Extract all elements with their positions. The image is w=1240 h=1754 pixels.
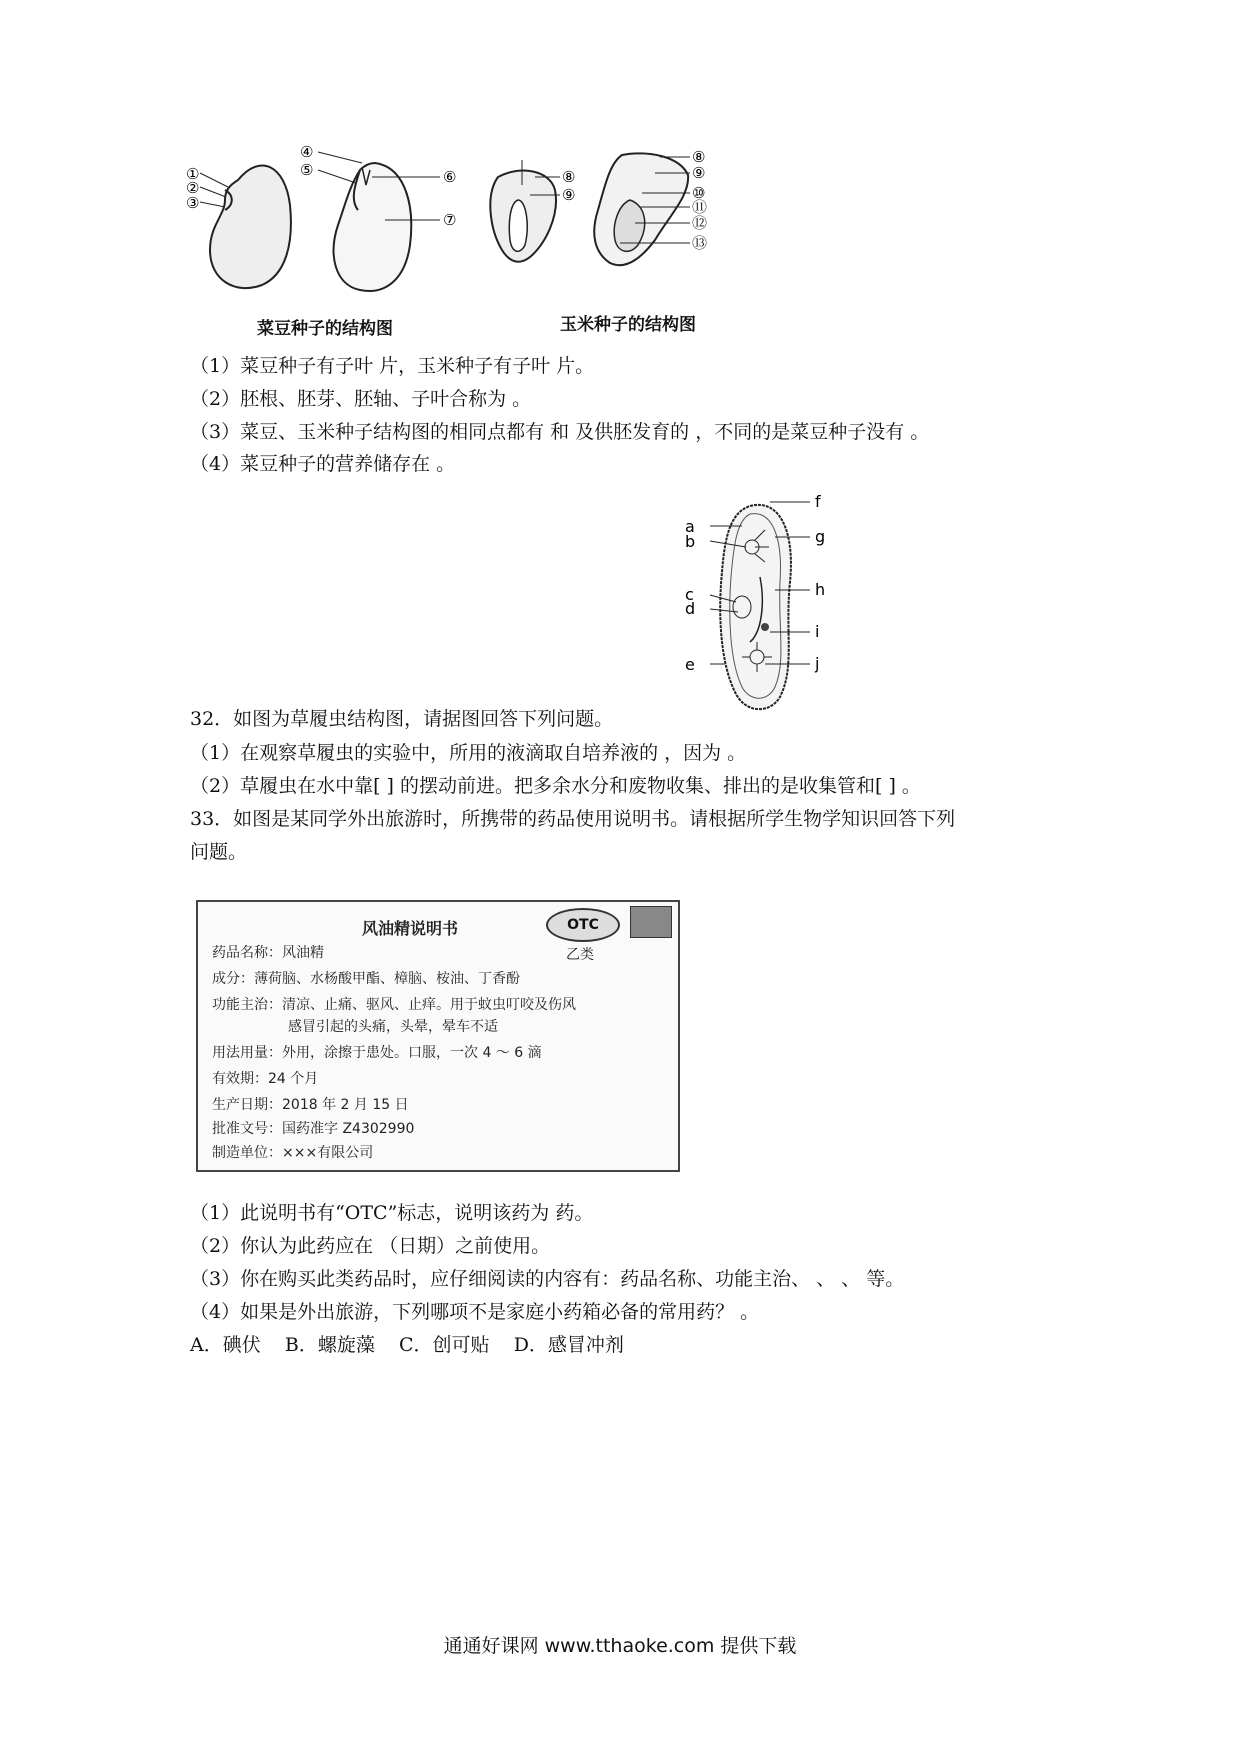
label-11: ⑪	[692, 198, 708, 216]
label-4: ④	[300, 143, 314, 161]
card-row-3: 功能主治：清凉、止痛、驱风、止痒。用于蚊虫叮咬及伤风	[212, 997, 576, 1013]
bean-caption: 菜豆种子的结构图	[257, 319, 393, 339]
card-title: 风油精说明书	[362, 919, 459, 938]
seed-structure-figure	[186, 143, 830, 335]
q32-item-2: （2）草履虫在水中靠[ ] 的摆动前进。把多余水分和废物收集、排出的是收集管和[ ] 。	[190, 775, 921, 797]
corn-caption: 玉米种子的结构图	[560, 315, 696, 335]
bean-seed-side-view	[186, 165, 291, 288]
q31-item-3: （3）菜豆、玉米种子结构图的相同点都有 和 及供胚发育的 ，不同的是菜豆种子没有 。	[190, 421, 930, 443]
label-5: ⑤	[300, 161, 314, 179]
label-g: g	[815, 527, 826, 546]
label-b: b	[685, 532, 696, 551]
label-2: ②	[186, 179, 200, 197]
label-c: c	[685, 585, 694, 604]
q33-title-line2: 问题。	[190, 841, 248, 863]
label-j: j	[815, 654, 820, 673]
otc-badge: OTC	[546, 908, 620, 942]
card-row-1: 药品名称：风油精	[212, 945, 324, 961]
bean-seed-opened-view	[300, 143, 456, 291]
q33-options: A．碘伏 B．螺旋藻 C．创可贴 D．感冒冲剂	[190, 1334, 624, 1356]
card-row-8: 批准文号：国药准字 Z4302990	[212, 1121, 415, 1137]
card-row-5: 用法用量：外用，涂擦于患处。口服，一次 4 ～ 6 滴	[212, 1045, 542, 1061]
card-row-7: 生产日期：2018 年 2 月 15 日	[212, 1097, 409, 1113]
label-8b: ⑧	[692, 148, 706, 166]
footer-source: 通通好课网 www.tthaoke.com 提供下载	[443, 1635, 797, 1657]
label-8a: ⑧	[562, 168, 576, 186]
q33-item-1: （1）此说明书有“OTC”标志，说明该药为 药。	[190, 1202, 594, 1224]
paramecium-figure	[680, 492, 850, 722]
label-12: ⑫	[692, 214, 708, 232]
label-f: f	[815, 492, 821, 511]
label-h: h	[815, 580, 826, 599]
label-3: ③	[186, 194, 200, 212]
card-row-4: 感冒引起的头痛，头晕，晕车不适	[288, 1019, 498, 1035]
q31-item-4: （4）菜豆种子的营养储存在 。	[190, 453, 456, 475]
label-i: i	[815, 622, 820, 641]
q31-item-1: （1）菜豆种子有子叶 片，玉米种子有子叶 片。	[190, 355, 595, 377]
stamp-logo	[630, 906, 672, 938]
label-6: ⑥	[443, 168, 457, 186]
label-7: ⑦	[443, 211, 457, 229]
card-row-2: 成分：薄荷脑、水杨酸甲酯、樟脑、桉油、丁香酚	[212, 971, 520, 987]
corn-seed-front-view	[490, 160, 575, 262]
label-1: ①	[186, 165, 200, 183]
q33-item-2: （2）你认为此药应在 （日期）之前使用。	[190, 1235, 551, 1257]
label-e: e	[685, 655, 695, 674]
q33-item-4: （4）如果是外出旅游，下列哪项不是家庭小药箱必备的常用药？ 。	[190, 1301, 760, 1323]
card-category: 乙类	[566, 947, 594, 963]
corn-seed-section-view	[594, 148, 707, 265]
label-d: d	[685, 599, 696, 618]
q32-title: 32．如图为草履虫结构图，请据图回答下列问题。	[190, 708, 614, 730]
label-13: ⑬	[692, 234, 708, 252]
q33-title-line1: 33．如图是某同学外出旅游时，所携带的药品使用说明书。请根据所学生物学知识回答下列	[190, 808, 956, 830]
label-9a: ⑨	[562, 186, 576, 204]
label-10: ⑩	[692, 184, 706, 202]
label-a: a	[685, 517, 695, 536]
medicine-instruction-card	[196, 900, 680, 1172]
q31-item-2: （2）胚根、胚芽、胚轴、子叶合称为 。	[190, 388, 532, 410]
q33-item-3: （3）你在购买此类药品时，应仔细阅读的内容有：药品名称、功能主治、 、 、 等。	[190, 1268, 905, 1290]
card-row-9: 制造单位：×××有限公司	[212, 1145, 374, 1161]
q32-item-1: （1）在观察草履虫的实验中，所用的液滴取自培养液的 ，因为 。	[190, 742, 747, 764]
card-row-6: 有效期：24 个月	[212, 1071, 319, 1087]
label-9b: ⑨	[692, 164, 706, 182]
